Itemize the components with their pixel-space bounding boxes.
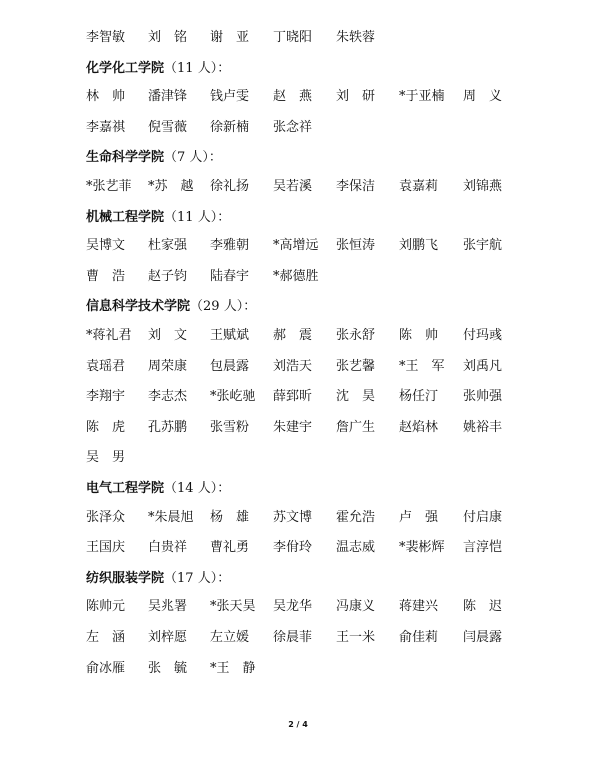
student-name: 赵焰林 xyxy=(399,419,439,435)
student-name: 吴兆署 xyxy=(148,599,188,615)
student-name: 赵子钧 xyxy=(148,268,188,284)
student-name: 刘锦燕 xyxy=(463,179,503,194)
student-name: 白贵祥 xyxy=(148,540,188,556)
student-name: 张永舒 xyxy=(336,328,376,343)
student-name: 曹 浩 xyxy=(86,268,126,284)
student-name: 张泽众 xyxy=(86,509,126,525)
student-name: *张屹驰 xyxy=(210,389,256,405)
student-name: 俞冰雁 xyxy=(86,660,126,676)
student-name: *高增远 xyxy=(273,238,319,254)
student-name: 刘 研 xyxy=(336,89,376,105)
section-heading xyxy=(86,569,230,589)
student-name: 陈 帅 xyxy=(399,328,439,343)
student-name: 朱轶蓉 xyxy=(336,30,376,45)
student-name: 詹广生 xyxy=(336,419,376,435)
student-name: 刘 铭 xyxy=(148,30,188,45)
student-name: 周 义 xyxy=(463,89,503,105)
student-name: 霍允浩 xyxy=(336,509,376,525)
student-name: 徐礼扬 xyxy=(210,179,250,194)
student-name: 刘浩天 xyxy=(273,358,313,374)
student-name: 赵 燕 xyxy=(273,89,313,105)
student-name: 李嘉祺 xyxy=(86,119,126,135)
section-heading xyxy=(86,208,230,228)
student-name: 俞佳莉 xyxy=(399,630,439,645)
section-count: （11 人）： xyxy=(164,60,231,76)
student-name: 王国庆 xyxy=(86,540,126,556)
student-name: 袁嘉莉 xyxy=(399,179,439,194)
student-name: 张宇航 xyxy=(463,238,503,254)
student-name: *裴彬辉 xyxy=(399,540,445,556)
student-name: *郝德胜 xyxy=(273,268,319,284)
student-name: *苏 越 xyxy=(148,179,194,194)
section-count: （17 人）： xyxy=(164,570,231,586)
student-name: 沈 昊 xyxy=(336,389,376,405)
student-name: *于亚楠 xyxy=(399,89,445,105)
student-name: 吴若溪 xyxy=(273,179,313,194)
student-name: 张恒涛 xyxy=(336,238,376,254)
student-name: 李保洁 xyxy=(336,179,376,194)
student-name: *张艺菲 xyxy=(86,179,132,194)
student-name: 张帅强 xyxy=(463,389,503,405)
student-name: 李翔宇 xyxy=(86,389,126,405)
student-name: 郝 震 xyxy=(273,328,313,343)
student-name: 刘 文 xyxy=(148,328,188,343)
student-name: 陈帅元 xyxy=(86,599,126,615)
student-name: 蒋建兴 xyxy=(399,599,439,615)
student-name: 吴博文 xyxy=(86,238,126,254)
section-title: 纺织服装学院 xyxy=(86,570,165,586)
student-name: 苏文博 xyxy=(273,509,313,525)
student-name: 陈 迟 xyxy=(463,599,503,615)
student-name: 杜家强 xyxy=(148,238,188,254)
section-count: （14 人）： xyxy=(164,481,231,496)
section-title: 生命科学学院 xyxy=(86,150,165,166)
student-name: 张 毓 xyxy=(148,660,188,676)
student-name: 林 帅 xyxy=(86,89,126,105)
student-name: 谢 亚 xyxy=(210,30,250,45)
section-heading xyxy=(86,59,230,79)
section-count: （29 人）： xyxy=(190,299,257,315)
student-name: 孔苏鹏 xyxy=(148,419,188,435)
student-name: 杨 雄 xyxy=(210,509,250,525)
student-name: *朱晨旭 xyxy=(148,509,194,525)
student-name: 刘禹凡 xyxy=(463,358,503,374)
student-name: 周荣康 xyxy=(148,358,188,374)
section-heading xyxy=(86,148,222,168)
student-name: 包晨露 xyxy=(210,358,250,374)
section-heading xyxy=(86,479,230,499)
student-name: 潘津锋 xyxy=(148,89,188,105)
student-name: 言淳恺 xyxy=(463,540,503,556)
student-name: 张艺馨 xyxy=(336,358,376,374)
student-name: 卢 强 xyxy=(399,509,439,525)
section-heading xyxy=(86,297,256,317)
student-name: 刘梓愿 xyxy=(148,630,188,645)
student-name: 温志威 xyxy=(336,540,376,556)
student-name: 李智敏 xyxy=(86,30,126,45)
student-name: 李佾玲 xyxy=(273,540,313,556)
section-title: 化学化工学院 xyxy=(86,60,165,76)
student-name: 吴 男 xyxy=(86,450,126,466)
section-title: 电气工程学院 xyxy=(86,481,165,496)
student-name: *王 军 xyxy=(399,358,445,374)
student-name: 丁晓阳 xyxy=(273,30,313,45)
student-name: 王一米 xyxy=(336,630,376,645)
student-name: 张雪粉 xyxy=(210,419,250,435)
student-name: 左立媛 xyxy=(210,630,250,645)
student-name: 李雅朝 xyxy=(210,238,250,254)
student-name: 杨任汀 xyxy=(399,389,439,405)
student-name: 吴龙华 xyxy=(273,599,313,615)
student-name: 刘鹏飞 xyxy=(399,238,439,254)
student-name: 姚裕丰 xyxy=(463,419,503,435)
student-name: 袁瑶君 xyxy=(86,358,126,374)
student-name: 付玛彧 xyxy=(463,328,503,343)
student-name: 付启康 xyxy=(463,509,503,525)
student-name: *张天昊 xyxy=(210,599,256,615)
student-name: 左 涵 xyxy=(86,630,126,645)
student-name: 闫晨露 xyxy=(463,630,503,645)
student-name: 倪雪薇 xyxy=(148,119,188,135)
student-name: 曹礼勇 xyxy=(210,540,250,556)
student-name: 朱建宇 xyxy=(273,419,313,435)
student-name: 王赋斌 xyxy=(210,328,250,343)
student-name: *蒋礼君 xyxy=(86,328,132,343)
page-number: 2 / 4 xyxy=(288,720,308,729)
student-name: 冯康义 xyxy=(336,599,376,615)
student-name: 徐晨菲 xyxy=(273,630,313,645)
student-name: 陆春宇 xyxy=(210,268,250,284)
student-name: 薛郅昕 xyxy=(273,389,313,405)
section-title: 信息科学技术学院 xyxy=(86,299,191,315)
student-name: 张念祥 xyxy=(273,119,313,135)
section-count: （7 人）： xyxy=(164,150,222,166)
section-title: 机械工程学院 xyxy=(86,209,165,225)
section-count: （11 人）： xyxy=(164,209,231,225)
student-name: 徐新楠 xyxy=(210,119,250,135)
student-name: 钱卢雯 xyxy=(210,89,250,105)
student-name: 李志杰 xyxy=(148,389,188,405)
student-name: *王 静 xyxy=(210,660,256,676)
student-name: 陈 虎 xyxy=(86,419,126,435)
